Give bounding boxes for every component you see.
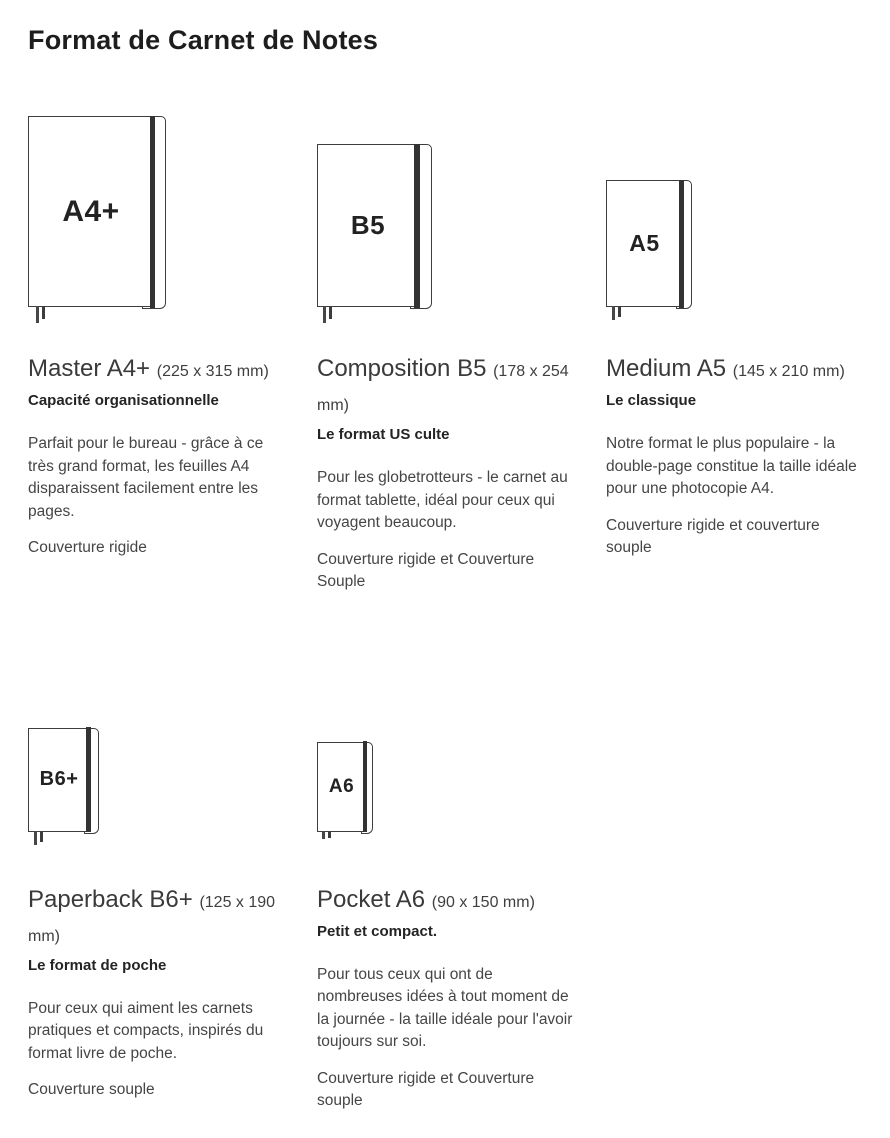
cover-size-label: A5	[629, 230, 660, 256]
notebook-front-cover	[317, 742, 366, 832]
elastic-band	[679, 180, 684, 308]
notebook-front-cover	[28, 116, 154, 307]
format-cover-options: Couverture rigide	[28, 539, 147, 556]
notebook-b5	[317, 144, 432, 307]
format-cover-options: Couverture rigide et couverture souple	[606, 516, 820, 556]
format-card-paperback-b6plus	[28, 704, 289, 1113]
format-dimensions: (225 x 315 mm)	[156, 363, 269, 380]
cover-size-label: A6	[328, 775, 355, 797]
notebook-front-cover	[28, 728, 90, 832]
formats-grid	[28, 100, 890, 1113]
format-card-composition-b5	[317, 100, 578, 594]
format-tagline: Petit et compact.	[317, 922, 438, 940]
format-card-medium-a5	[606, 100, 867, 594]
notebook-illustration-a4plus	[28, 100, 289, 307]
format-description: Pour tous ceux qui ont de nombreuses idées à tout moment de la journée - la taille idéale pour l'avoir toujours sur soi.	[317, 965, 573, 1050]
notebook-front-cover	[606, 180, 683, 307]
notebook-a6	[317, 742, 373, 832]
bookmark-ribbons	[323, 306, 332, 323]
format-dimensions: (145 x 210 mm)	[732, 363, 845, 380]
format-description: Pour les globetrotteurs - le carnet au format tablette, idéal pour ceux qui voyagent beaucoup.	[317, 469, 568, 531]
format-description: Pour ceux qui aiment les carnets pratiques et compacts, inspirés du format livre de poche.	[28, 999, 264, 1062]
format-dimensions: (90 x 150 mm)	[431, 893, 535, 911]
format-name-heading	[317, 353, 578, 421]
cover-size-label: B6+	[39, 768, 79, 790]
format-description: Parfait pour le bureau - grâce à ce très grand format, les feuilles A4 disparaissent facilement entre les pages.	[28, 435, 264, 520]
format-tagline: Le classique	[606, 392, 697, 409]
elastic-band	[363, 741, 367, 832]
format-cover-options: Couverture rigide et Couverture souple	[317, 1069, 535, 1109]
notebook-illustration-a6	[317, 704, 578, 832]
elastic-band	[86, 727, 91, 832]
format-dimensions: (178 x 254 mm)	[317, 363, 569, 414]
elastic-band	[150, 116, 155, 308]
notebook-illustration-b5	[317, 100, 578, 307]
format-name: Pocket A6	[317, 885, 426, 913]
format-tagline: Le format de poche	[28, 956, 167, 974]
format-card-pocket-a6	[317, 704, 578, 1113]
format-dimensions: (125 x 190 mm)	[28, 893, 276, 945]
bookmark-ribbons	[322, 831, 331, 839]
cover-size-label: A4+	[62, 194, 120, 228]
notebook-a4plus	[28, 116, 166, 307]
notebook-a5	[606, 180, 692, 307]
format-card-master-a4plus	[28, 100, 289, 594]
format-name: Medium A5	[606, 355, 727, 382]
notebook-illustration-a5	[606, 100, 867, 307]
format-tagline: Capacité organisationnelle	[28, 392, 219, 409]
bookmark-ribbons	[34, 831, 43, 845]
format-name: Paperback B6+	[28, 885, 193, 913]
format-name-heading	[606, 353, 867, 387]
format-description: Notre format le plus populaire - la double-page constitue la taille idéale pour une photocopie A4.	[606, 435, 857, 497]
bookmark-ribbons	[36, 306, 45, 323]
notebook-front-cover	[317, 144, 419, 307]
format-name-heading	[28, 884, 289, 952]
bookmark-ribbons	[612, 306, 621, 320]
format-cover-options: Couverture rigide et Couverture Souple	[317, 550, 535, 590]
cover-size-label: B5	[350, 210, 386, 240]
notebook-b6plus	[28, 728, 99, 832]
format-name-heading	[317, 884, 578, 918]
format-name: Master A4+	[28, 355, 151, 382]
format-name: Composition B5	[317, 355, 487, 382]
format-cover-options: Couverture souple	[28, 1081, 155, 1098]
elastic-band	[414, 144, 420, 308]
format-name-heading	[28, 353, 289, 387]
page-title: Format de Carnet de Notes	[28, 25, 379, 55]
notebook-illustration-b6plus	[28, 704, 289, 832]
format-tagline: Le format US culte	[317, 426, 450, 443]
